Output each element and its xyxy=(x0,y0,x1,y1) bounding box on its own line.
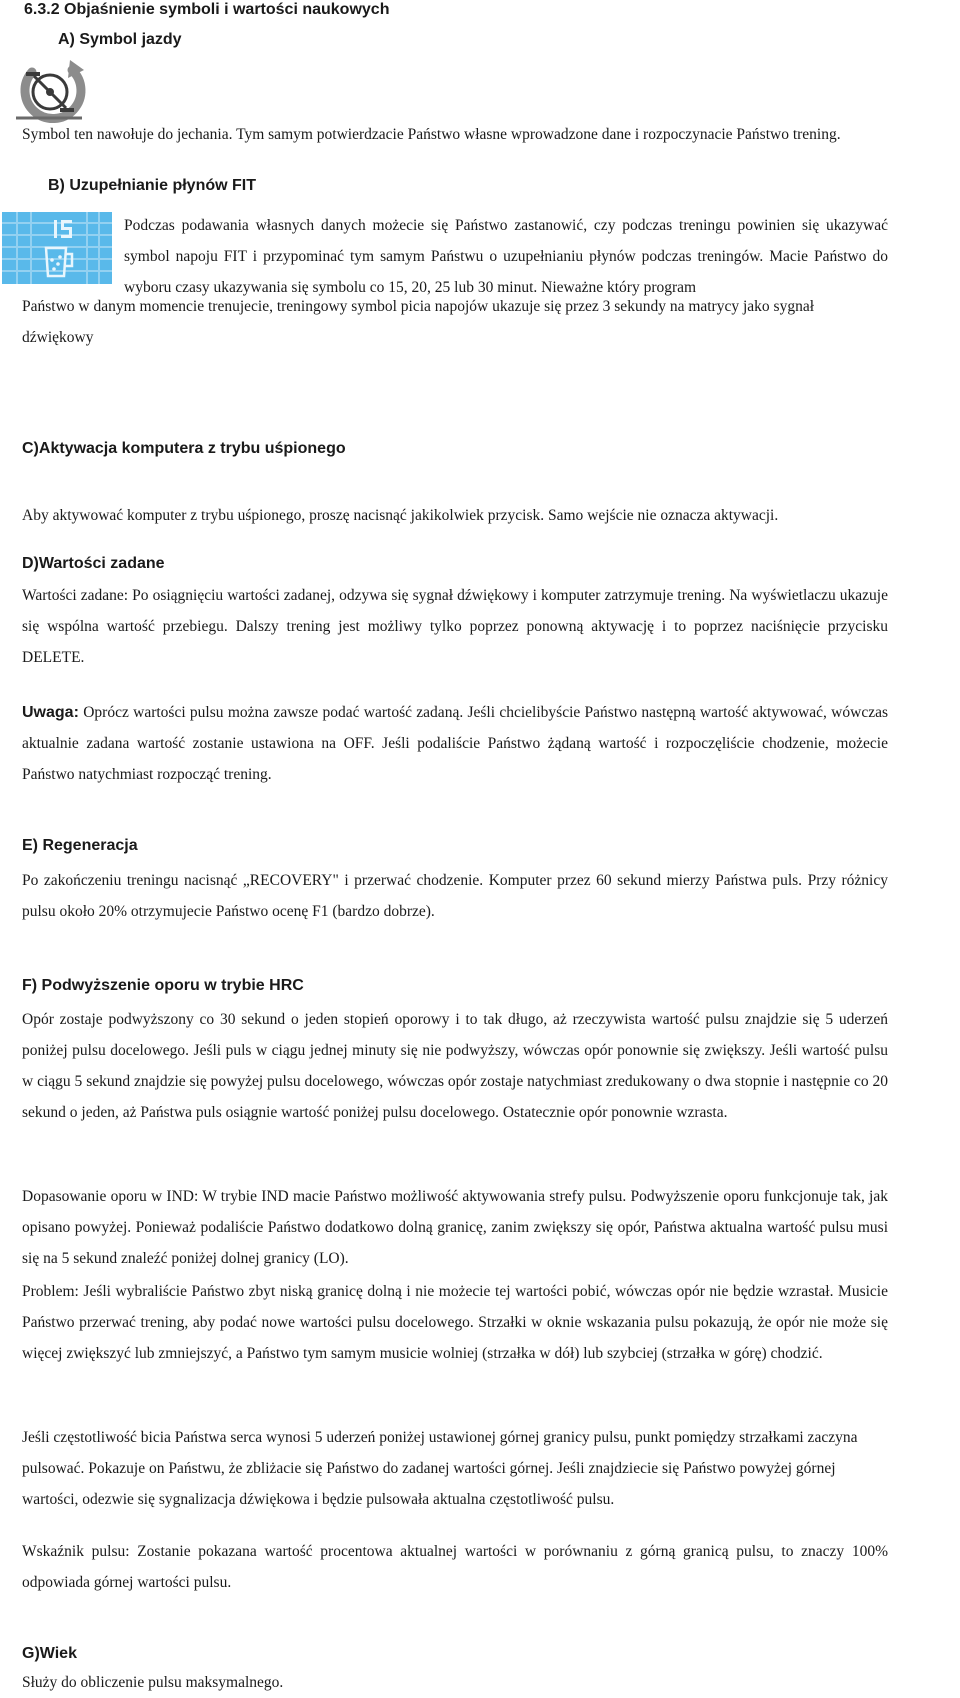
paragraph-a: Symbol ten nawołuje do jechania. Tym samym potwierdzacie Państwo własne wprowadzone dane i rozpoczynacie Państwo trening. xyxy=(22,126,841,143)
uwaga-label: Uwaga: xyxy=(22,704,79,721)
cycling-symbol-icon xyxy=(12,56,94,126)
uwaga-text: Oprócz wartości pulsu można zawsze podać wartość zadaną. Jeśli chcielibyście Państwo następną wartość aktywować, wówczas aktualnie zadana wartość zostanie ustawiona na OFF. Jeśli podaliście Państwo żądaną wartość i rozpoczęliście chodzenie, możecie Państwo natychmiast rozpocząć trening. xyxy=(22,704,888,783)
paragraph-f5: Wskaźnik pulsu: Zostanie pokazana wartość procentowa aktualnej wartości w porównaniu z górną granicą pulsu, to znaczy 100% odpowiada górnej wartości pulsu. xyxy=(22,1543,888,1591)
heading-e: E) Regeneracja xyxy=(22,837,138,854)
paragraph-uwaga xyxy=(22,697,888,790)
paragraph-e: Po zakończeniu treningu nacisnąć „RECOVERY" i przerwać chodzenie. Komputer przez 60 sekund mierzy Państwa puls. Przy różnicy pulsu około 20% otrzymujecie Państwo ocenę F1 (bardzo dobrze). xyxy=(22,872,888,920)
paragraph-b-wrapped-text: Podczas podawania własnych danych możecie się Państwo zastanowić, czy podczas treningu powinien się ukazywać symbol napoju FIT i przypominać tym samym Państwu o uzupełnianiu płynów podczas treningów. Macie Państwo do wyboru czasy ukazywania się symbolu co 15, 20, 25 lub 30 minut. xyxy=(124,217,888,296)
paragraph-b-full: Państwo w danym momencie trenujecie, treningowy symbol picia napojów ukazuje się przez 3 sekundy na matrycy jako sygnał dźwiękowy xyxy=(22,298,815,346)
paragraph-b-wrapped xyxy=(124,210,888,303)
paragraph-f2: Dopasowanie oporu w IND: W trybie IND macie Państwo możliwość aktywowania strefy pulsu. Podwyższenie oporu funkcjonuje tak, jak opisano powyżej. Ponieważ podaliście Państwo dodatkowo dolną granicę, zanim zwiększy się opór, Państwa aktualna wartość pulsu musi się na 5 sekund znaleźć poniżej dolnej granicy (LO). xyxy=(22,1188,888,1267)
heading-b: B) Uzupełnianie płynów FIT xyxy=(48,177,256,194)
heading-a: A) Symbol jazdy xyxy=(58,31,182,48)
heading-c: C)Aktywacja komputera z trybu uśpionego xyxy=(22,440,346,457)
paragraph-c: Aby aktywować komputer z trybu uśpionego, proszę nacisnąć jakikolwiek przycisk. Samo wejście nie oznacza aktywacji. xyxy=(22,507,779,524)
heading-g: G)Wiek xyxy=(22,1645,77,1662)
paragraph-f3: Problem: Jeśli wybraliście Państwo zbyt niską granicę dolną i nie możecie tej wartości pobić, wówczas opór nie będzie wzrastał. Musicie Państwo przerwać trening, aby podać nowe wartości pulsu docelowego. Strzałki w oknie wskazania pulsu pokazują, że opór nie może się więcej zwiększyć lub zmniejszyć, a Państwo tym samym musicie wolniej (strzałka w dół) lub szybciej (strzałka w górę) chodzić. xyxy=(22,1283,888,1362)
fit-drink-display-icon xyxy=(2,212,112,284)
paragraph-f4: Jeśli częstotliwość bicia Państwa serca wynosi 5 uderzeń poniżej ustawionej górnej granicy pulsu, punkt pomiędzy strzałkami zaczyna pulsować. Pokazuje on Państwu, że zbliżacie się Państwo do zadanej wartości górnej. Jeśli znajdziecie się Państwo powyżej górnej wartości, odezwie się sygnalizacja dźwiękowa i będzie pulsowała aktualna częstotliwość pulsu. xyxy=(22,1429,858,1508)
heading-f: F) Podwyższenie oporu w trybie HRC xyxy=(22,977,304,994)
paragraph-d: Wartości zadane: Po osiągnięciu wartości zadanej, odzywa się sygnał dźwiękowy i komputer zatrzymuje trening. Na wyświetlaczu ukazuje się wspólna wartość przebiegu. Dalszy trening jest możliwy tylko poprzez ponowną aktywację i to poprzez naciśnięcie przycisku DELETE. xyxy=(22,587,888,666)
section-title: 6.3.2 Objaśnienie symboli i wartości naukowych xyxy=(24,1,390,18)
heading-d: D)Wartości zadane xyxy=(22,555,165,572)
paragraph-b-continuation: Nieważne który program xyxy=(537,279,697,296)
paragraph-g: Służy do obliczenie pulsu maksymalnego. xyxy=(22,1674,284,1691)
paragraph-f1: Opór zostaje podwyższony co 30 sekund o jeden stopień oporowy i to tak długo, aż rzeczywista wartość pulsu znajdzie się 5 uderzeń poniżej pulsu docelowego. Jeśli puls w ciągu jednej minuty się nie podwyższy, wówczas opór ponownie się zwiększy. Jeśli wartość pulsu w ciągu 5 sekund znajdzie się powyżej pulsu docelowego, wówczas opór zostaje natychmiast zredukowany o dwa stopnie i następnie co 20 sekund o jeden, aż Państwa puls osiągnie wartość poniżej pulsu docelowego. Ostatecznie opór ponownie wzrasta. xyxy=(22,1011,888,1121)
